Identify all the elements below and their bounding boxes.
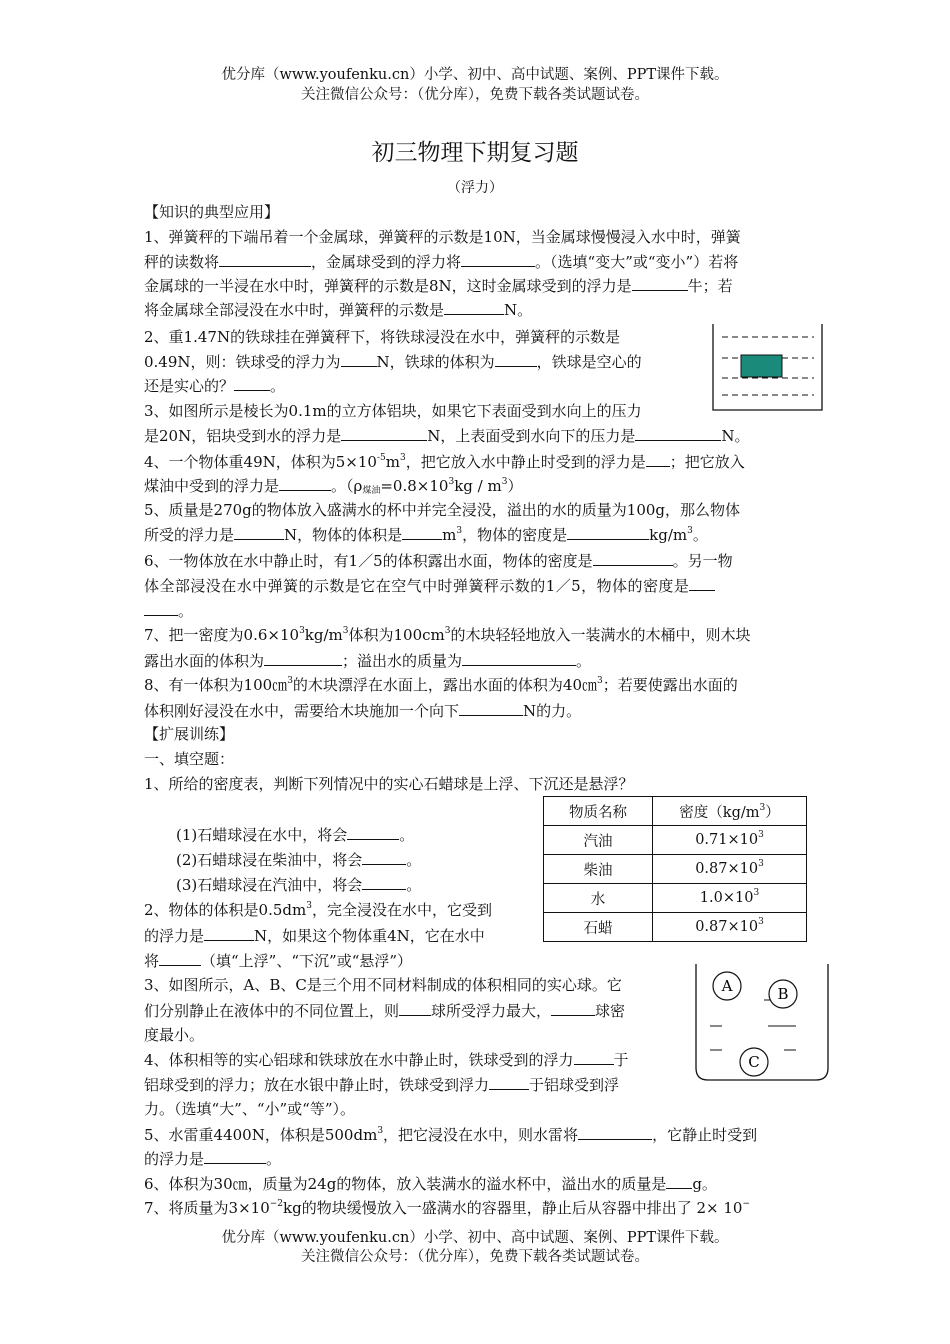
e6-line-1: 6、体积为30㎝，质量为24g的物体，放入装满水的溢水杯中，溢出水的质量是 g。 <box>144 1175 717 1193</box>
answer-blank[interactable] <box>646 451 670 467</box>
table-cell: 石蜡 <box>544 913 653 942</box>
answer-blank[interactable] <box>632 275 688 291</box>
table-cell: 汽油 <box>544 826 653 855</box>
answer-blank[interactable] <box>461 251 535 267</box>
table-row <box>544 884 807 913</box>
answer-blank[interactable] <box>234 524 284 540</box>
table-cell: $1.0\times 10^3$ <box>653 884 807 913</box>
q4-line-1: 4、一个物体重49N，体积为$5\times 10^{-5}m^3$，把它放入水中静止时受到的浮力是 ；把它放入 <box>144 453 745 471</box>
page-title: 初三物理下期复习题 <box>371 140 579 166</box>
q3-line-1: 3、如图所示是棱长为0.1m的立方体铝块，如果它下表面受到水向上的压力 <box>144 402 642 420</box>
footer-line-1: 优分库（www.youfenku.cn）小学、初中、高中试题、案例、PPT课件下载。 <box>221 1230 729 1246</box>
q2-line-2: 0.49N，则：铁球受的浮力为 N，铁球的体积为 ，铁球是空心的 <box>144 353 642 371</box>
q6-line-1: 6、一物体放在水中静止时，有1／5的体积露出水面，物体的密度是 。另一物 <box>144 552 733 570</box>
table-header-row <box>544 797 807 826</box>
e4-line-1: 4、体积相等的实心铝球和铁球放在水中静止时，铁球受到的浮力 于 <box>144 1051 629 1069</box>
e3-line-1: 3、如图所示，A、B、C是三个用不同材料制成的体积相同的实心球。它 <box>144 976 622 994</box>
answer-blank[interactable] <box>635 425 721 441</box>
footer-line-2: 关注微信公众号：（优分库），免费下载各类试题试卷。 <box>301 1249 649 1265</box>
e3-line-2: 们分别静止在液体中的不同位置上，则 球所受浮力最大， 球密 <box>144 1002 626 1020</box>
e2-line-1: 2、物体的体积是$0.5dm^3$，完全浸没在水中，它受到 <box>144 901 492 919</box>
table-cell: $0.71\times 10^3$ <box>653 826 807 855</box>
e7-line-1: 7、将质量为$3\times 10^{-2}kg$的物块缓慢放入一盛满水的容器里，静止后从容器中排出了 2× 10− <box>144 1199 751 1217</box>
ball-label: A <box>721 977 733 995</box>
answer-blank[interactable] <box>399 1000 431 1016</box>
e4-line-2: 铝球受到的浮力；放在水银中静止时，铁球受到浮力 于铝球受到浮 <box>144 1076 620 1094</box>
page-subtitle: （浮力） <box>447 180 503 196</box>
answer-blank[interactable] <box>219 251 311 267</box>
answer-blank[interactable] <box>444 299 504 315</box>
answer-blank[interactable] <box>144 600 178 616</box>
q7-line-2: 露出水面的体积为 ；溢出水的质量为 。 <box>144 652 592 670</box>
q4-line-2: 煤油中受到的浮力是 。$(\rho_{煤油}=0.8\times 10^3kg / m^3)$ <box>144 477 523 496</box>
e2-line-2: 的浮力是 N，如果这个物体重4N，它在水中 <box>144 927 485 945</box>
aluminum-block <box>741 355 782 377</box>
e5-line-2: 的浮力是 。 <box>144 1150 282 1168</box>
q2-line-1: 2、重1.47N的铁球挂在弹簧秤下，将铁球浸没在水中，弹簧秤的示数是 <box>144 328 621 346</box>
table-header-cell: 物质名称 <box>544 797 653 826</box>
answer-blank[interactable] <box>489 1074 529 1090</box>
table-header-cell: 密度$(kg/m^3)$ <box>653 797 807 826</box>
e1-sub-3: (3)石蜡球浸在汽油中，将会 。 <box>176 876 422 894</box>
section-heading-knowledge: 【知识的典型应用】 <box>144 203 280 221</box>
answer-blank[interactable] <box>402 524 442 540</box>
header-line-2: 关注微信公众号：（优分库），免费下载各类试题试卷。 <box>301 87 649 103</box>
answer-blank[interactable] <box>362 874 406 890</box>
e2-line-3: 将 （填“上浮”、“下沉”或“悬浮”） <box>144 952 413 970</box>
ball-label: B <box>777 985 789 1003</box>
q1-line-3: 金属球的一半浸在水中时，弹簧秤的示数是8N，这时金属球受到的浮力是 牛；若 <box>144 277 733 295</box>
density-table <box>543 796 807 942</box>
block-in-water-figure <box>710 322 826 412</box>
answer-blank[interactable] <box>578 1124 652 1140</box>
answer-blank[interactable] <box>495 351 537 367</box>
answer-blank[interactable] <box>551 1000 595 1016</box>
table-row <box>544 855 807 884</box>
q1-line-4: 将金属球全部浸没在水中时，弹簧秤的示数是 N。 <box>144 301 533 319</box>
ball-label: C <box>748 1053 760 1071</box>
answer-blank[interactable] <box>159 950 201 966</box>
three-balls-figure <box>692 962 832 1084</box>
answer-blank[interactable] <box>204 1148 266 1164</box>
section-heading-extension: 【扩展训练】 <box>144 725 235 743</box>
q7-line-1: 7、把一密度为$0.6\times 10^3kg/m^3$体积为$100cm^3$的木块轻轻地放入一装满水的木桶中，则木块 <box>144 626 751 644</box>
q6-line-2: 体全部浸没在水中弹簧的示数是它在空气中时弹簧秤示数的1／5，物体的密度是 <box>144 575 715 596</box>
answer-blank[interactable] <box>689 575 715 591</box>
q5-line-1: 5、质量是270g的物体放入盛满水的杯中并完全浸没，溢出的水的质量为100g，那么物体 <box>144 501 741 519</box>
answer-blank[interactable] <box>347 824 399 840</box>
answer-blank[interactable] <box>279 475 331 491</box>
q2-line-3: 还是实心的？ 。 <box>144 377 286 395</box>
e5-line-1: 5、水雷重4400N，体积是$500dm^3$，把它浸没在水中，则水雷将 ，它静止时受到 <box>144 1126 758 1144</box>
table-row <box>544 826 807 855</box>
answer-blank[interactable] <box>362 849 406 865</box>
answer-blank[interactable] <box>462 650 576 666</box>
e3-line-3: 度最小。 <box>144 1026 205 1044</box>
q8-line-2: 体积刚好浸没在水中，需要给木块施加一个向下 N的力。 <box>144 702 582 720</box>
q5-line-2: 所受的浮力是 N，物体的体积是 $m^3$，物体的密度是 $kg/m^3$。 <box>144 526 708 544</box>
header-line-1: 优分库（www.youfenku.cn）小学、初中、高中试题、案例、PPT课件下载。 <box>221 67 729 83</box>
q1-line-1: 1、弹簧秤的下端吊着一个金属球，弹簧秤的示数是10N，当金属球慢慢浸入水中时，弹簧 <box>144 228 741 246</box>
e1-sub-2: (2)石蜡球浸在柴油中，将会 。 <box>176 851 422 869</box>
answer-blank[interactable] <box>666 1173 692 1189</box>
e1-sub-1: (1)石蜡球浸在水中，将会 。 <box>176 826 415 844</box>
table-cell: 柴油 <box>544 855 653 884</box>
table-cell: $0.87\times 10^3$ <box>653 913 807 942</box>
answer-blank[interactable] <box>574 1049 614 1065</box>
q3-line-2: 是20N，铝块受到水的浮力是 N，上表面受到水向下的压力是 N。 <box>144 427 750 445</box>
answer-blank[interactable] <box>204 925 254 941</box>
answer-blank[interactable] <box>341 425 427 441</box>
table-cell: 水 <box>544 884 653 913</box>
answer-blank[interactable] <box>264 650 342 666</box>
table-cell: $0.87\times 10^3$ <box>653 855 807 884</box>
part-heading-fill-blank: 一、填空题： <box>144 750 235 768</box>
table-row <box>544 913 807 942</box>
answer-blank[interactable] <box>234 375 270 391</box>
answer-blank[interactable] <box>459 700 523 716</box>
answer-blank[interactable] <box>567 524 649 540</box>
q6-line-3: 。 <box>144 600 193 621</box>
q8-line-1: 8、有一体积为100㎝$^3$的木块漂浮在水面上，露出水面的体积为40㎝$^3$；若要使露出水面的 <box>144 676 738 694</box>
e4-line-3: 力。（选填“大”、“小”或“等”）。 <box>144 1100 356 1118</box>
q1-line-2: 秤的读数将 ，金属球受到的浮力将 。（选填“变大”或“变小”）若将 <box>144 253 739 271</box>
e1-line-1: 1、所给的密度表，判断下列情况中的实心石蜡球是上浮、下沉还是悬浮？ <box>144 775 634 793</box>
answer-blank[interactable] <box>593 550 673 566</box>
answer-blank[interactable] <box>341 351 377 367</box>
